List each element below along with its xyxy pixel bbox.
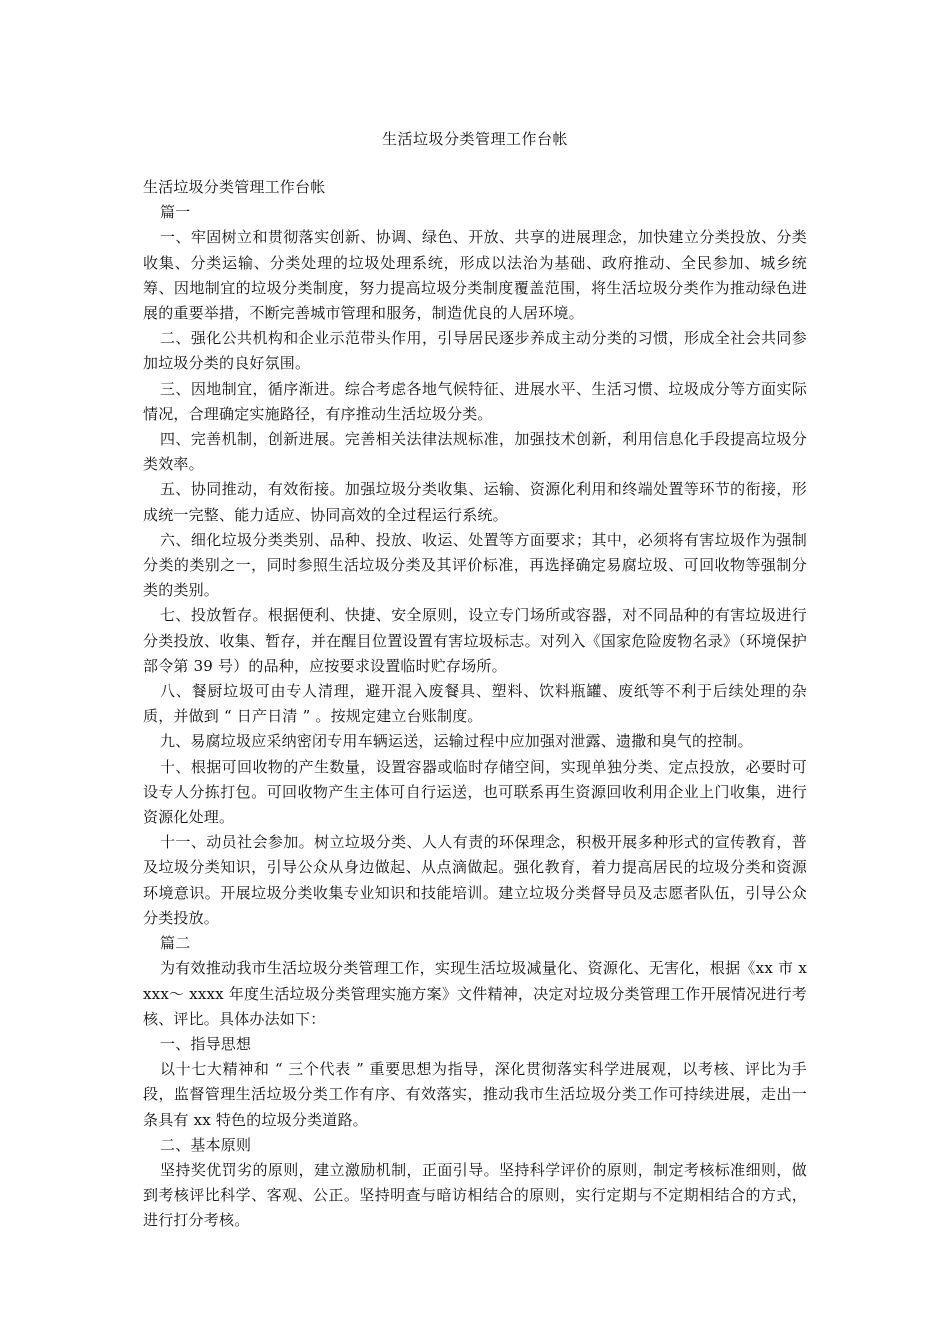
- heading-basic-principles: 二、基本原则: [160, 1135, 252, 1154]
- paragraph-basic-principles: 坚持奖优罚劣的原则，建立激励机制，正面引导。坚持科学评价的原则，制定考核标准细则，做到考核评比科学、客观、公正。坚持明查与暗访相结合的原则，实行定期与不定期相结合的方式，进行打分考核。: [143, 1160, 807, 1230]
- subtitle: 生活垃圾分类管理工作台帐: [143, 178, 326, 196]
- paragraph-item-10: 十、根据可回收物的产生数量，设置容器或临时存储空间，实现单独分类、定点投放，必要时可设专人分拣打包。可回收物产生主体可自行运送，也可联系再生资源回收利用企业上门收集，进行资源化处理。: [143, 757, 807, 827]
- paragraph-item-3: 三、因地制宜，循序渐进。综合考虑各地气候特征、进展水平、生活习惯、垃圾成分等方面实际情况，合理确定实施路径，有序推动生活垃圾分类。: [143, 379, 807, 423]
- paragraph-item-11: 十一、动员社会参加。树立垃圾分类、人人有责的环保理念，积极开展多种形式的宣传教育，普及垃圾分类知识，引导公众从身边做起、从点滴做起。强化教育，着力提高居民的垃圾分类和资源环境意识。开展垃圾分类收集专业知识和技能培训。建立垃圾分类督导员及志愿者队伍，引导公众分类投放。: [143, 833, 807, 927]
- paragraph-guiding-ideology: 以十七大精神和 “ 三个代表 ” 重要思想为指导，深化贯彻落实科学进展观，以考核、评比为手段，监督管理生活垃圾分类工作有序、有效落实，推动我市生活垃圾分类工作可持续进展，走出一条具有 xx 特色的垃圾分类道路。: [143, 1060, 807, 1129]
- paragraph-item-9: 九、易腐垃圾应采纳密闭专用车辆运送，运输过程中应加强对泄露、遗撒和臭气的控制。: [160, 732, 753, 751]
- paragraph-item-1: 一、牢固树立和贯彻落实创新、协调、绿色、开放、共享的进展理念，加快建立分类投放、分类收集、分类运输、分类处理的垃圾处理系统，形成以法治为基础、政府推动、全民参加、城乡统筹、因地制宜的垃圾分类制度，努力提高垃圾分类制度覆盖范围，将生活垃圾分类作为推动绿色进展的重要举措，不断完善城市管理和服务，制造优良的人居环境。: [143, 228, 807, 323]
- section-label-part-two: 篇二: [160, 934, 191, 953]
- paragraph-intro: 为有效推动我市生活垃圾分类管理工作，实现生活垃圾减量化、资源化、无害化，根据《xx 市 xxxx～ xxxx 年度生活垃圾分类管理实施方案》文件精神，决定对垃圾分类管理工作开展情况进行考核、评比。具体办法如下：: [143, 959, 807, 1028]
- document-body: [143, 175, 807, 1234]
- paragraph-item-2: 二、强化公共机构和企业示范带头作用，引导居民逐步养成主动分类的习惯，形成全社会共同参加垃圾分类的良好氛围。: [143, 329, 807, 373]
- paragraph-item-7: 七、投放暂存。根据便利、快捷、安全原则，设立专门场所或容器，对不同品种的有害垃圾进行分类投放、收集、暂存，并在醒目位置设置有害垃圾标志。对列入《国家危险废物名录》（环境保护部令第 39 号）的品种，应按要求设置临时贮存场所。: [143, 606, 807, 675]
- paragraph-item-4: 四、完善机制，创新进展。完善相关法律法规标准，加强技术创新，利用信息化手段提高垃圾分类效率。: [143, 430, 807, 474]
- paragraph-item-6: 六、细化垃圾分类类别、品种、投放、收运、处置等方面要求；其中，必须将有害垃圾作为强制分类的类别之一，同时参照生活垃圾分类及其评价标准，再选择确定易腐垃圾、可回收物等强制分类的类别。: [143, 530, 807, 600]
- section-label-part-one: 篇一: [160, 203, 191, 222]
- heading-guiding-ideology: 一、指导思想: [160, 1034, 252, 1053]
- paragraph-item-5: 五、协同推动，有效衔接。加强垃圾分类收集、运输、资源化利用和终端处置等环节的衔接，形成统一完整、能力适应、协同高效的全过程运行系统。: [143, 480, 807, 524]
- document-title: 生活垃圾分类管理工作台帐: [381, 130, 568, 148]
- paragraph-item-8: 八、餐厨垃圾可由专人清理，避开混入废餐具、塑料、饮料瓶罐、废纸等不利于后续处理的杂质，并做到 “ 日产日清 ” 。按规定建立台账制度。: [143, 682, 807, 726]
